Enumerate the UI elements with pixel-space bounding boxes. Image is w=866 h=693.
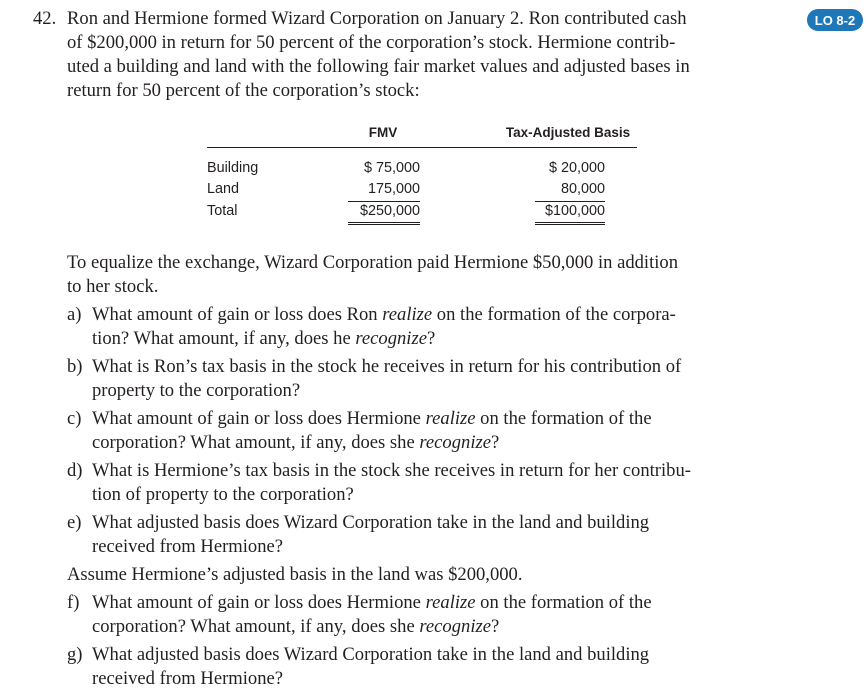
question-label: f) — [67, 592, 80, 613]
header-fmv: FMV — [368, 125, 398, 140]
learning-objective-badge: LO 8-2 — [807, 9, 863, 31]
question-text-line-2: received from Hermione? — [92, 536, 284, 557]
intro-line-1: Ron and Hermione formed Wizard Corporation on January 2. Ron contributed cash — [67, 8, 687, 29]
question-text-line-1: What amount of gain or loss does Hermione realize on the formation of the — [92, 408, 652, 429]
question-label: d) — [67, 460, 83, 481]
intro-line-4: return for 50 percent of the corporation’s stock: — [67, 80, 420, 101]
fmv-total-double-rule-2 — [348, 224, 420, 225]
basis-total-double-rule-2 — [535, 224, 605, 225]
question-text-line-1: What amount of gain or loss does Ron realize on the formation of the corpora- — [92, 304, 676, 325]
question-label: a) — [67, 304, 82, 325]
basis-building: $ 20,000 — [548, 160, 605, 176]
basis-subtotal-rule — [535, 201, 605, 202]
assumption-text: Assume Hermione’s adjusted basis in the land was $200,000. — [67, 564, 523, 585]
row-label-land: Land — [207, 181, 240, 197]
fmv-total-double-rule-1 — [348, 222, 420, 223]
header-rule — [207, 147, 637, 148]
header-tax-adjusted-basis: Tax-Adjusted Basis — [505, 125, 631, 140]
question-text-line-2: corporation? What amount, if any, does she recognize? — [92, 432, 500, 453]
basis-total-double-rule-1 — [535, 222, 605, 223]
question-label: b) — [67, 356, 83, 377]
intro-line-3: uted a building and land with the following fair market values and adjusted bases in — [67, 56, 690, 77]
question-text-line-2: tion? What amount, if any, does he recognize? — [92, 328, 436, 349]
fmv-subtotal-rule — [348, 201, 420, 202]
question-label: e) — [67, 512, 82, 533]
problem-number: 42. — [33, 8, 57, 29]
basis-total: $100,000 — [544, 203, 605, 219]
question-text-line-1: What is Hermione’s tax basis in the stock she receives in return for her contribu- — [92, 460, 691, 481]
fmv-total: $250,000 — [359, 203, 420, 219]
question-text-line-1: What amount of gain or loss does Hermione realize on the formation of the — [92, 592, 652, 613]
question-text-line-2: tion of property to the corporation? — [92, 484, 354, 505]
question-text-line-1: What adjusted basis does Wizard Corporation take in the land and building — [92, 512, 650, 533]
question-text-line-2: received from Hermione? — [92, 668, 284, 689]
fmv-building: $ 75,000 — [363, 160, 420, 176]
intro-line-2: of $200,000 in return for 50 percent of the corporation’s stock. Hermione contrib- — [67, 32, 676, 53]
question-text-line-2: property to the corporation? — [92, 380, 301, 401]
question-label: g) — [67, 644, 83, 665]
equalize-line-1: To equalize the exchange, Wizard Corporation paid Hermione $50,000 in addition — [67, 252, 679, 273]
question-text-line-1: What is Ron’s tax basis in the stock he receives in return for his contribution of — [92, 356, 682, 377]
basis-land: 80,000 — [560, 181, 605, 197]
question-text-line-2: corporation? What amount, if any, does she recognize? — [92, 616, 500, 637]
fmv-land: 175,000 — [367, 181, 420, 197]
row-label-building: Building — [207, 160, 259, 176]
question-label: c) — [67, 408, 82, 429]
question-text-line-1: What adjusted basis does Wizard Corporation take in the land and building — [92, 644, 650, 665]
row-label-total: Total — [207, 203, 238, 219]
equalize-line-2: to her stock. — [67, 276, 159, 297]
